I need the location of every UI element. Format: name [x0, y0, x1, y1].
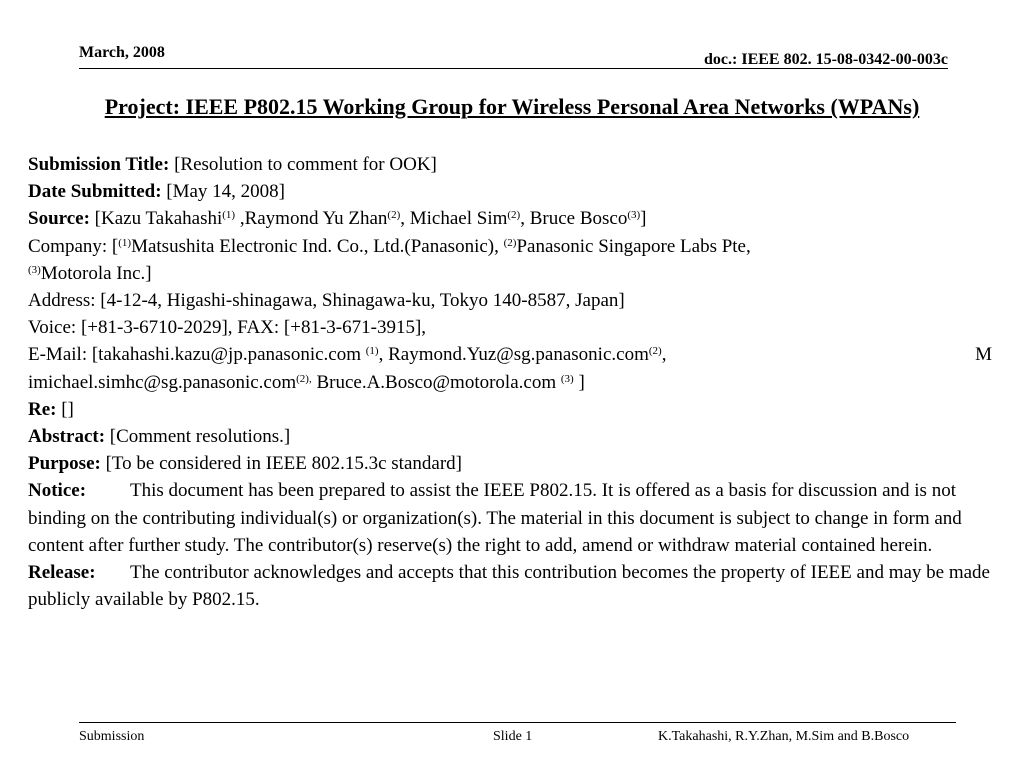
date-submitted-line	[28, 178, 998, 205]
email-close: ]	[573, 371, 585, 393]
company-label: Company: [	[28, 235, 119, 257]
email-trailing-m: M	[975, 344, 992, 366]
submission-title-line	[28, 151, 998, 178]
date-submitted-label: Date Submitted:	[28, 181, 162, 203]
company-line-1	[28, 233, 998, 260]
footer-slide-number: Slide 1	[493, 729, 533, 744]
email-line-2	[28, 369, 998, 396]
voice-line: Voice: [+81-3-6710-2029], FAX: [+81-3-671-3915],	[28, 317, 427, 339]
purpose-label: Purpose:	[28, 453, 101, 475]
company-sup-1: (1)	[118, 236, 132, 249]
email-line-1	[28, 341, 998, 368]
release-label: Release:	[28, 562, 96, 584]
company-org-2: Panasonic Singapore Labs Pte,	[516, 235, 751, 257]
re-label: Re:	[28, 398, 57, 420]
source-close: ]	[640, 208, 647, 230]
email-sup-3: (2),	[296, 372, 312, 385]
release-paragraph	[28, 559, 998, 613]
company-org-1: Matsushita Electronic Ind. Co., Ltd.(Panasonic),	[131, 235, 504, 257]
purpose-line	[28, 450, 998, 477]
re-value: []	[61, 398, 74, 420]
source-name-2: ,Raymond Yu Zhan	[235, 208, 388, 230]
email-sup-2: (2)	[648, 345, 662, 358]
email-address-2: , Raymond.Yuz@sg.panasonic.com	[378, 344, 649, 366]
header-date: March, 2008	[79, 44, 165, 61]
project-title: Project: IEEE P802.15 Working Group for Wireless Personal Area Networks (WPANs)	[104, 94, 920, 119]
re-line	[28, 396, 998, 423]
footer-rule	[79, 722, 956, 723]
company-sup-2: (2)	[503, 236, 517, 249]
source-name-4: , Bruce Bosco	[520, 208, 628, 230]
submission-title-value: [Resolution to comment for OOK]	[174, 154, 437, 175]
notice-text: This document has been prepared to assist the IEEE P802.15. It is offered as a basis for discussion and is not binding on the contributing individual(s) or organization(s). The material in this document is subject to change in form and content after further study. The contributor(s) reserve(s) the right to add, amend or withdraw material contained herein.	[28, 480, 962, 556]
footer-authors: K.Takahashi, R.Y.Zhan, M.Sim and B.Bosco	[658, 729, 910, 744]
source-sup-3: (2)	[507, 209, 521, 222]
company-org-3: Motorola Inc.]	[40, 262, 152, 284]
date-submitted-value: [May 14, 2008]	[166, 181, 286, 203]
source-name-1: [Kazu Takahashi	[94, 208, 223, 230]
email-address-4: Bruce.A.Bosco@motorola.com	[311, 371, 561, 393]
notice-label: Notice:	[28, 480, 87, 502]
email-sup-1: (1)	[365, 345, 379, 358]
source-line	[28, 205, 998, 232]
document-body	[28, 151, 998, 613]
email-sup-4: (3)	[560, 372, 574, 385]
source-label: Source:	[28, 208, 90, 230]
email-prefix: E-Mail: [takahashi.kazu@jp.panasonic.com	[28, 344, 366, 366]
source-sup-2: (2)	[387, 209, 401, 222]
submission-title-label: Submission Title:	[28, 154, 170, 175]
abstract-value: [Comment resolutions.]	[109, 426, 291, 448]
email-address-3: imichael.simhc@sg.panasonic.com	[28, 371, 297, 393]
source-sup-1: (1)	[222, 209, 236, 222]
email-separator: ,	[661, 344, 667, 366]
abstract-line	[28, 423, 998, 450]
purpose-value: [To be considered in IEEE 802.15.3c standard]	[105, 453, 462, 475]
release-text: The contributor acknowledges and accepts that this contribution becomes the property of IEEE and may be made publicly available by P802.15.	[28, 562, 990, 611]
header-rule	[79, 68, 948, 69]
source-name-3: , Michael Sim	[400, 208, 508, 230]
notice-paragraph	[28, 477, 998, 559]
company-sup-3: (3)	[28, 263, 41, 276]
source-sup-4: (3)	[627, 209, 641, 222]
abstract-label: Abstract:	[28, 426, 106, 448]
company-line-2	[28, 260, 998, 287]
address-line: Address: [4-12-4, Higashi-shinagawa, Shinagawa-ku, Tokyo 140-8587, Japan]	[28, 290, 625, 312]
header-doc-id: doc.: IEEE 802. 15-08-0342-00-003c	[704, 51, 948, 68]
footer-submission: Submission	[79, 729, 145, 744]
